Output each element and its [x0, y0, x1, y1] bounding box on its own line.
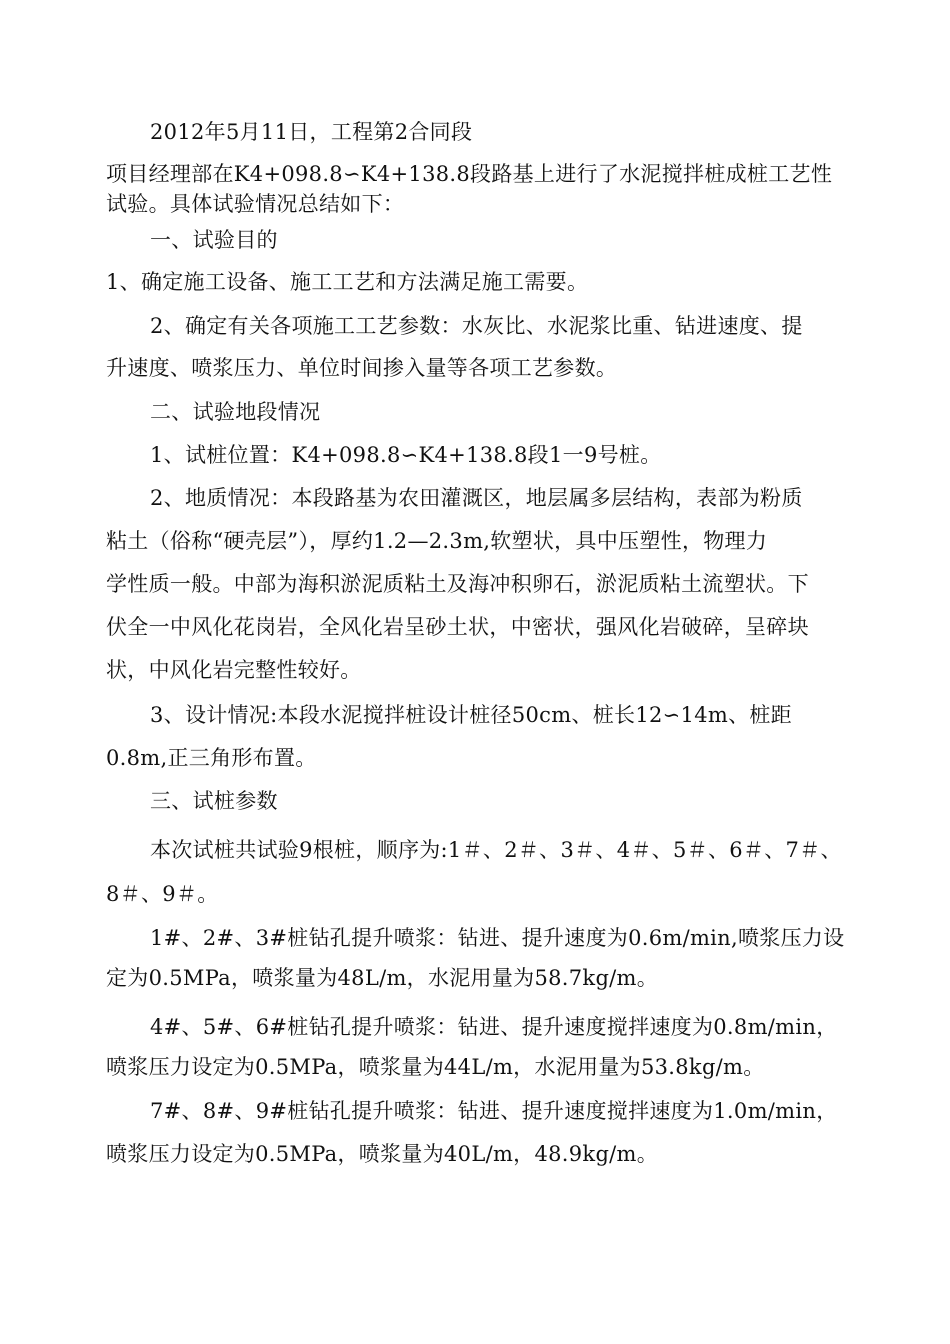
params-group-2-line-2: 喷浆压力设定为0.5MPa，喷浆量为44L/m，水泥用量为53.8kg/m。 [106, 1055, 765, 1079]
site-item-1: 1、试桩位置：K4+098.8∽K4+138.8段1一9号桩。 [150, 443, 662, 467]
intro-line-1: 项目经理部在K4+098.8∽K4+138.8段路基上进行了水泥搅拌桩成桩工艺性 [106, 162, 833, 186]
section-heading-params: 三、试桩参数 [150, 789, 278, 813]
params-order-line-2: 8＃、9＃。 [106, 882, 219, 906]
params-group-3-line-2: 喷浆压力设定为0.5MPa，喷浆量为40L/m，48.9kg/m。 [106, 1142, 659, 1166]
params-group-1-line-1: 1#、2#、3#桩钻孔提升喷浆：钻进、提升速度为0.6m/min,喷浆压力设 [150, 926, 845, 950]
date-line: 2012年5月11日，工程第2合同段 [150, 120, 473, 144]
params-group-1-line-2: 定为0.5MPa，喷浆量为48L/m，水泥用量为58.7kg/m。 [106, 966, 659, 990]
purpose-item-2-line-2: 升速度、喷浆压力、单位时间掺入量等各项工艺参数。 [106, 356, 618, 380]
params-group-3-line-1: 7#、8#、9#桩钻孔提升喷浆：钻进、提升速度搅拌速度为1.0m/min， [150, 1099, 838, 1123]
params-order-line-1: 本次试桩共试验9根桩，顺序为:1＃、2＃、3＃、4＃、5＃、6＃、7＃、 [150, 838, 842, 862]
site-item-2-line-4: 伏全一中风化花岗岩，全风化岩呈砂土状，中密状，强风化岩破碎，呈碎块 [106, 615, 809, 639]
section-heading-purpose: 一、试验目的 [150, 228, 278, 252]
site-item-2-line-3: 学性质一般。中部为海积淤泥质粘土及海冲积卵石，淤泥质粘土流塑状。下 [106, 572, 809, 596]
params-group-2-line-1: 4#、5#、6#桩钻孔提升喷浆：钻进、提升速度搅拌速度为0.8m/min， [150, 1015, 838, 1039]
intro-line-2: 试验。具体试验情况总结如下： [106, 192, 405, 216]
section-heading-site: 二、试验地段情况 [150, 400, 321, 424]
site-item-3-line-2: 0.8m,正三角形布置。 [106, 746, 317, 770]
site-item-3-line-1: 3、设计情况:本段水泥搅拌桩设计桩径50cm、桩长12∽14m、桩距 [150, 703, 792, 727]
purpose-item-1: 1、确定施工设备、施工工艺和方法满足施工需要。 [106, 270, 589, 294]
site-item-2-line-5: 状，中风化岩完整性较好。 [106, 658, 362, 682]
purpose-item-2-line-1: 2、确定有关各项施工工艺参数：水灰比、水泥浆比重、钻进速度、提 [150, 314, 803, 338]
site-item-2-line-1: 2、地质情况：本段路基为农田灌溉区，地层属多层结构，表部为粉质 [150, 486, 803, 510]
site-item-2-line-2: 粘土（俗称“硬壳层”），厚约1.2—2.3m,软塑状，具中压塑性，物理力 [106, 529, 768, 553]
